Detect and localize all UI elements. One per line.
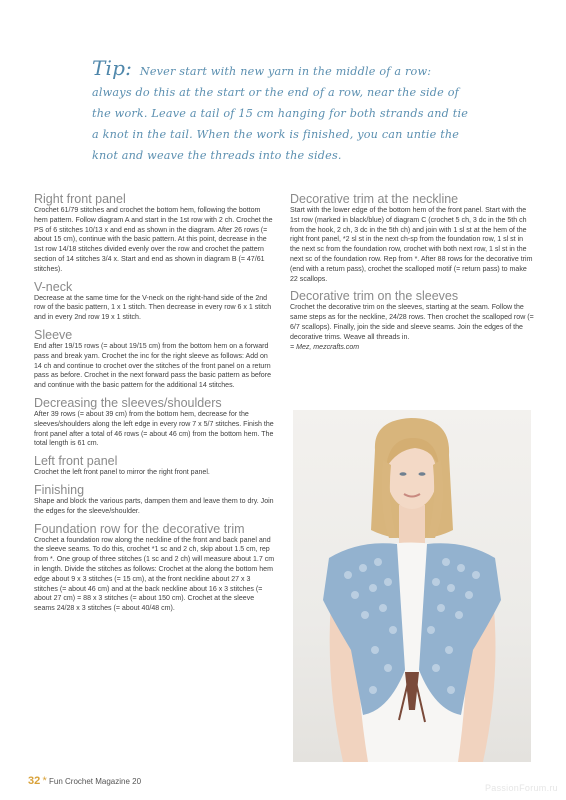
section-body: Start with the lower edge of the bottom hem of the front panel. Start with the 1st row (marked in black/blue) of diagram C (crochet 5 ch, 3 dc in the 5th ch from the hook, 2 ch, 3 dc in the 5th ch) and join with 1 sl st at the hem of the right front panel, *2 sl st in the next ch-sp from the foundation row, 1 sl st in the next sc from the foundation row, crochet with both next row, 1 sl st in the next sc of the foundation row. Rep from *. After 88 rows for the decorative trim (end with a return pass), crochet the scalloped motif (= return pass) to make 22 scallops.	[290, 207, 533, 283]
section-heading: V-neck	[34, 279, 73, 294]
section-heading: Decreasing the sleeves/shoulders	[34, 395, 222, 410]
section-body: Crochet a foundation row along the neckline of the front and back panel and the sleeve seams. To do this, crochet *1 sc and 2 ch, skip about 1.5 cm, rep from *. One group of three stitches (1 sc and 2 ch) will measure about 1.7 cm in length. Divide the stitches as follows: Crochet at the along the bottom hem edge about 9 x 3 stitches (= 15 cm), at the front neckline about 27 x 3 stitches (= about 46 cm) and at the back neckline about 16 x 3 stitches (= about 27 cm) = 88 x 3 stitches (= about 150 cm). Crochet at the sleeve seams 24/28 x 3 stitches (= about 40/48 cm).	[34, 536, 275, 613]
left-column	[34, 192, 276, 619]
star-icon: *	[42, 775, 47, 787]
model-photo	[293, 410, 531, 762]
page-number: 32	[28, 775, 41, 787]
model-wearing-cardigan-image	[293, 410, 531, 762]
section-body: After 39 rows (= about 39 cm) from the bottom hem, decrease for the sleeves/shoulders along the left edge in every row 7 x 5/7 stitches. Finish the front panel after a total of 46 rows (= about 46 cm) from the bottom hem. The total length is 61 cm.	[34, 410, 274, 448]
page-footer	[28, 775, 141, 787]
watermark: PassionForum.ru	[484, 783, 558, 793]
section-heading: Right front panel	[34, 192, 126, 206]
section-body: Crochet the decorative trim on the sleeves, starting at the seam. Follow the same steps as for the neckline, 24/28 rows. Then crochet the scalloped row (= 6/7 scallops). Finally, join the side and sleeve seams. Join the edges of the decorative trims. Weave all threads in.	[290, 304, 534, 341]
section-body: End after 19/15 rows (= about 19/15 cm) from the bottom hem on a forward pass and break yarn. Crochet the inc for the right sleeve as follows: Add on 14 ch and continue to crochet over the stitches of the front panel on a return pass as before. Crochet in the next forward pass the basic pattern as before and continue with the basic pattern for the additional 14 stitches.	[34, 342, 271, 390]
section-body: Crochet the left front panel to mirror the right front panel.	[34, 469, 210, 477]
section-body: Decrease at the same time for the V-neck on the right-hand side of the 2nd row of the basic pattern, 1 x 1 stitch. Then decrease in every row 6 x 1 stitch and in every 2nd row 19 x 1 stitch.	[34, 294, 272, 322]
tip-text: Never start with new yarn in the middle of a row: always do this at the start or the end of a row, near the side of the work. Leave a tail of 15 cm hanging for both strands and tie a knot in the tail. When the work is finished, you can untie the knot and weave the threads into the sides.	[92, 65, 469, 162]
section-heading: Sleeve	[34, 327, 73, 342]
tip-box	[92, 58, 472, 166]
section-body: Shape and block the various parts, dampen them and leave them to dry. Join the edges for the sleeve/shoulder.	[34, 497, 274, 515]
section-heading: Finishing	[34, 482, 85, 497]
section-heading: Decorative trim on the sleeves	[290, 289, 459, 304]
right-column	[290, 192, 534, 357]
section-heading: Decorative trim at the neckline	[290, 192, 459, 206]
designer-credit: = Mez, mezcrafts.com	[290, 343, 360, 351]
magazine-name: Fun Crochet Magazine 20	[49, 777, 142, 786]
section-heading: Left front panel	[34, 454, 118, 469]
tip-label: Tip:	[92, 56, 133, 80]
section-body: Crochet 61/79 stitches and crochet the bottom hem, following the bottom hem pattern. Follow diagram A and start in the 1st row with 2 ch. Crochet the PS of 6 stitches 10/13 x and end as shown in the diagram. After 26 rows (= about 15 cm), continue with the basic pattern. At this point, decrease in the 1st row 14/18 stitches divided evenly over the row and crochet the pattern section of 14 stitches 3/4 x. Start and end as shown in diagram B (= 47/61 stitches).	[34, 207, 273, 273]
section-heading: Foundation row for the decorative trim	[34, 521, 245, 536]
